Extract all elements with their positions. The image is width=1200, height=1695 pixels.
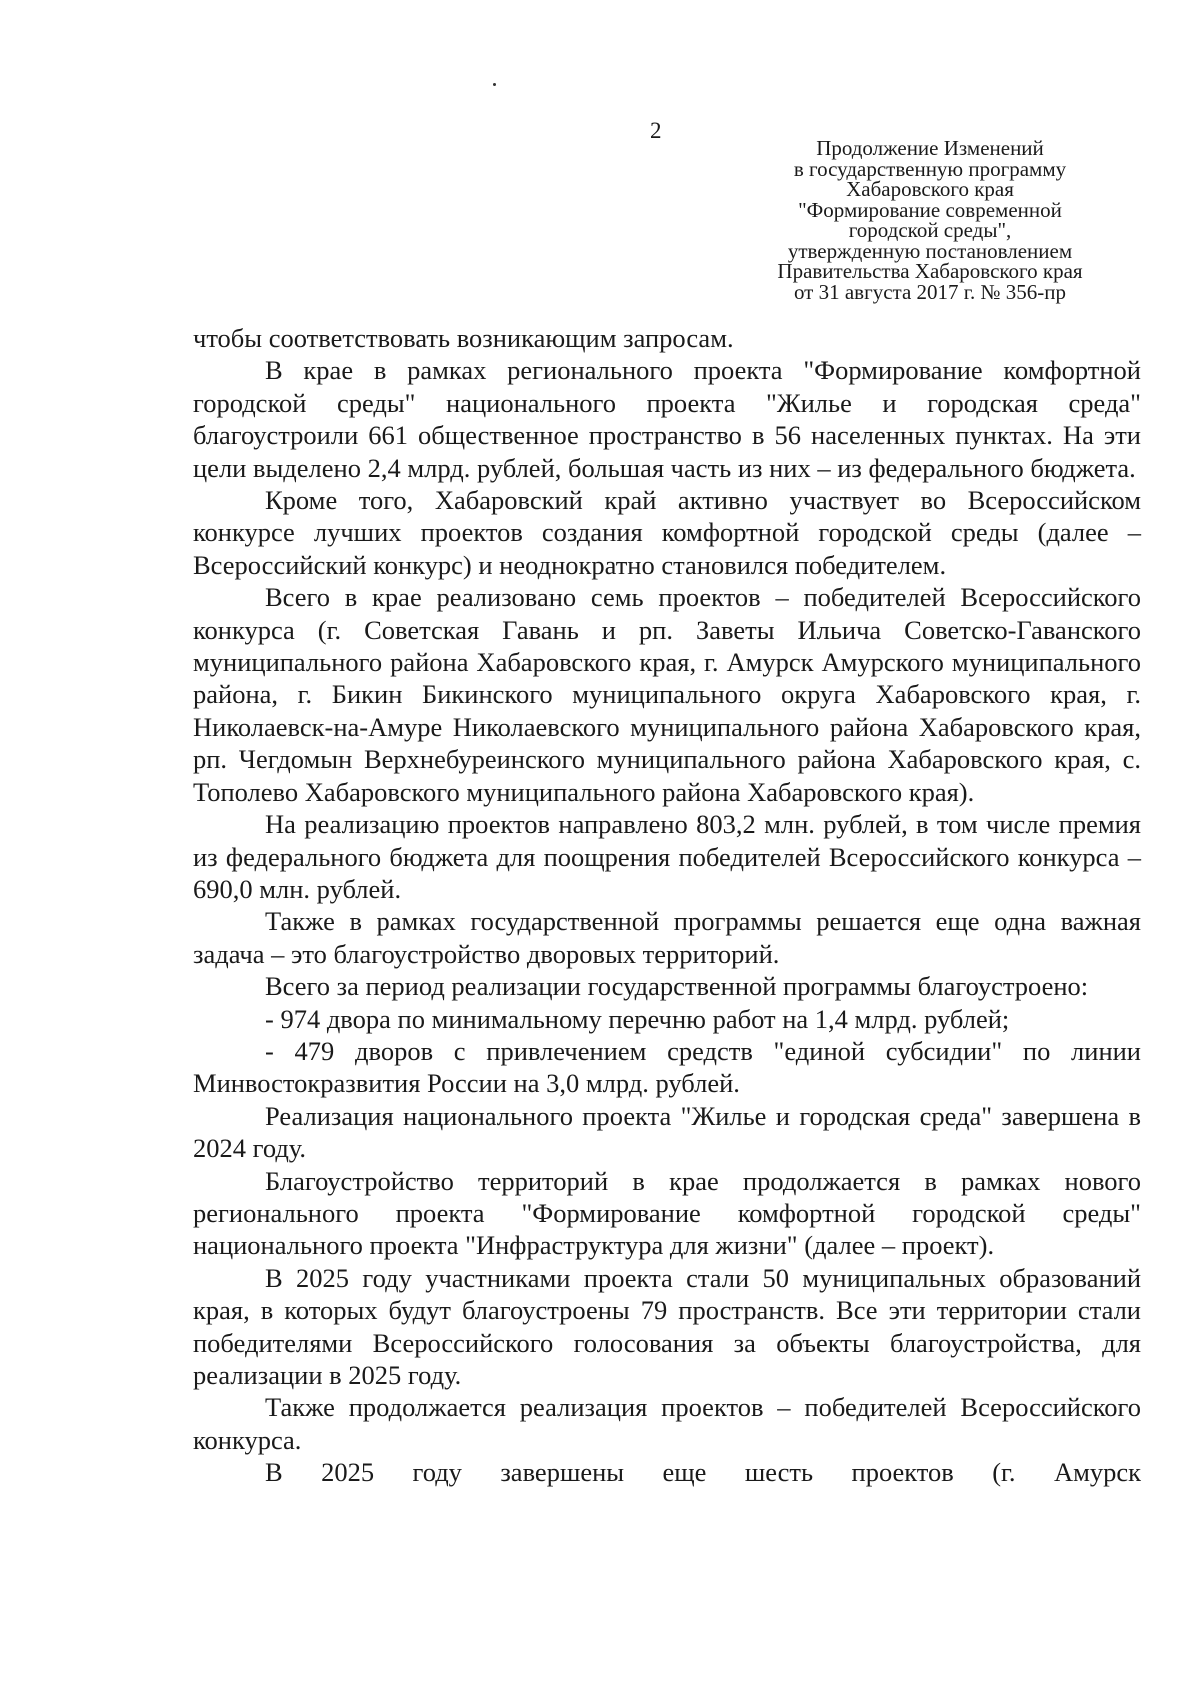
paragraph: чтобы соответствовать возникающим запросам. bbox=[193, 323, 734, 353]
page-number: 2 bbox=[650, 118, 662, 143]
paragraph: На реализацию проектов направлено 803,2 млн. рублей, в том числе премия из федерального бюджета для поощрения победителей Всероссийского конкурса – 690,0 млн. рублей. bbox=[193, 809, 1141, 904]
list-item: - 974 двора по минимальному перечню работ на 1,4 млрд. рублей; bbox=[265, 1003, 1010, 1034]
paragraph: Всего в крае реализовано семь проектов – победителей Всероссийского конкурса (г. Советская Гавань и рп. Заветы Ильича Советско-Гаванского муниципального района Хабаровского края, г. Амурск Амурского муниципального района, г. Бикин Бикинского муниципального округа Хабаровского края, г. Николаевск-на-Амуре Николаевского муниципального района Хабаровского края, рп. Чегдомын Верхнебуреинского муниципального района Хабаровского края, с. Тополево Хабаровского муниципального района Хабаровского края). bbox=[193, 582, 1141, 807]
header-line: утвержденную постановлением bbox=[787, 238, 1073, 263]
header-line: в государственную программу bbox=[793, 156, 1067, 181]
paragraph: Кроме того, Хабаровский край активно участвует во Всероссийском конкурсе лучших проектов создания комфортной городской среды (далее – Всероссийский конкурс) и неоднократно становился победителем. bbox=[193, 485, 1141, 580]
header-line: Правительства Хабаровского края bbox=[777, 259, 1083, 283]
header-line: Хабаровского края bbox=[846, 177, 1014, 201]
header-line: "Формирование современной bbox=[798, 197, 1062, 222]
paragraph: Благоустройство территорий в крае продолжается в рамках нового регионального проекта "Формирование комфортной городской среды" национального проекта "Инфраструктура для жизни" (далее – проект). bbox=[193, 1165, 1141, 1261]
paragraph: В 2025 году участниками проекта стали 50 муниципальных образований края, в которых будут благоустроены 79 пространств. Все эти территории стали победителями Всероссийского голосования за объекты благоустройства, для реализации в 2025 году. bbox=[193, 1262, 1141, 1390]
header-line: городской среды", bbox=[848, 218, 1012, 242]
paragraph: Реализация национального проекта "Жилье и городская среда" завершена в 2024 году. bbox=[193, 1100, 1141, 1164]
scan-speck bbox=[493, 83, 496, 86]
list-item: - 479 дворов с привлечением средств "единой субсидии" по линии Минвостокразвития России на 3,0 млрд. рублей. bbox=[193, 1035, 1141, 1099]
document-header bbox=[745, 138, 1115, 302]
paragraph: Всего за период реализации государственной программы благоустроено: bbox=[265, 971, 1089, 1002]
paragraph: Также продолжается реализация проектов – победителей Всероссийского конкурса. bbox=[193, 1392, 1141, 1455]
document-body bbox=[193, 322, 1141, 1489]
paragraph: В 2025 году завершены еще шесть проектов (г. Амурск bbox=[265, 1457, 1141, 1488]
paragraph: Также в рамках государственной программы решается еще одна важная задача – это благоустройство дворовых территорий. bbox=[193, 906, 1141, 969]
header-line: Продолжение Изменений bbox=[816, 136, 1044, 160]
header-line: от 31 августа 2017 г. № 356-пр bbox=[793, 279, 1067, 304]
paragraph: В крае в рамках регионального проекта "Формирование комфортной городской среды" национального проекта "Жилье и городская среда" благоустроили 661 общественное пространство в 56 населенных пунктах. На эти цели выделено 2,4 млрд. рублей, большая часть из них – из федерального бюджета. bbox=[193, 355, 1141, 483]
